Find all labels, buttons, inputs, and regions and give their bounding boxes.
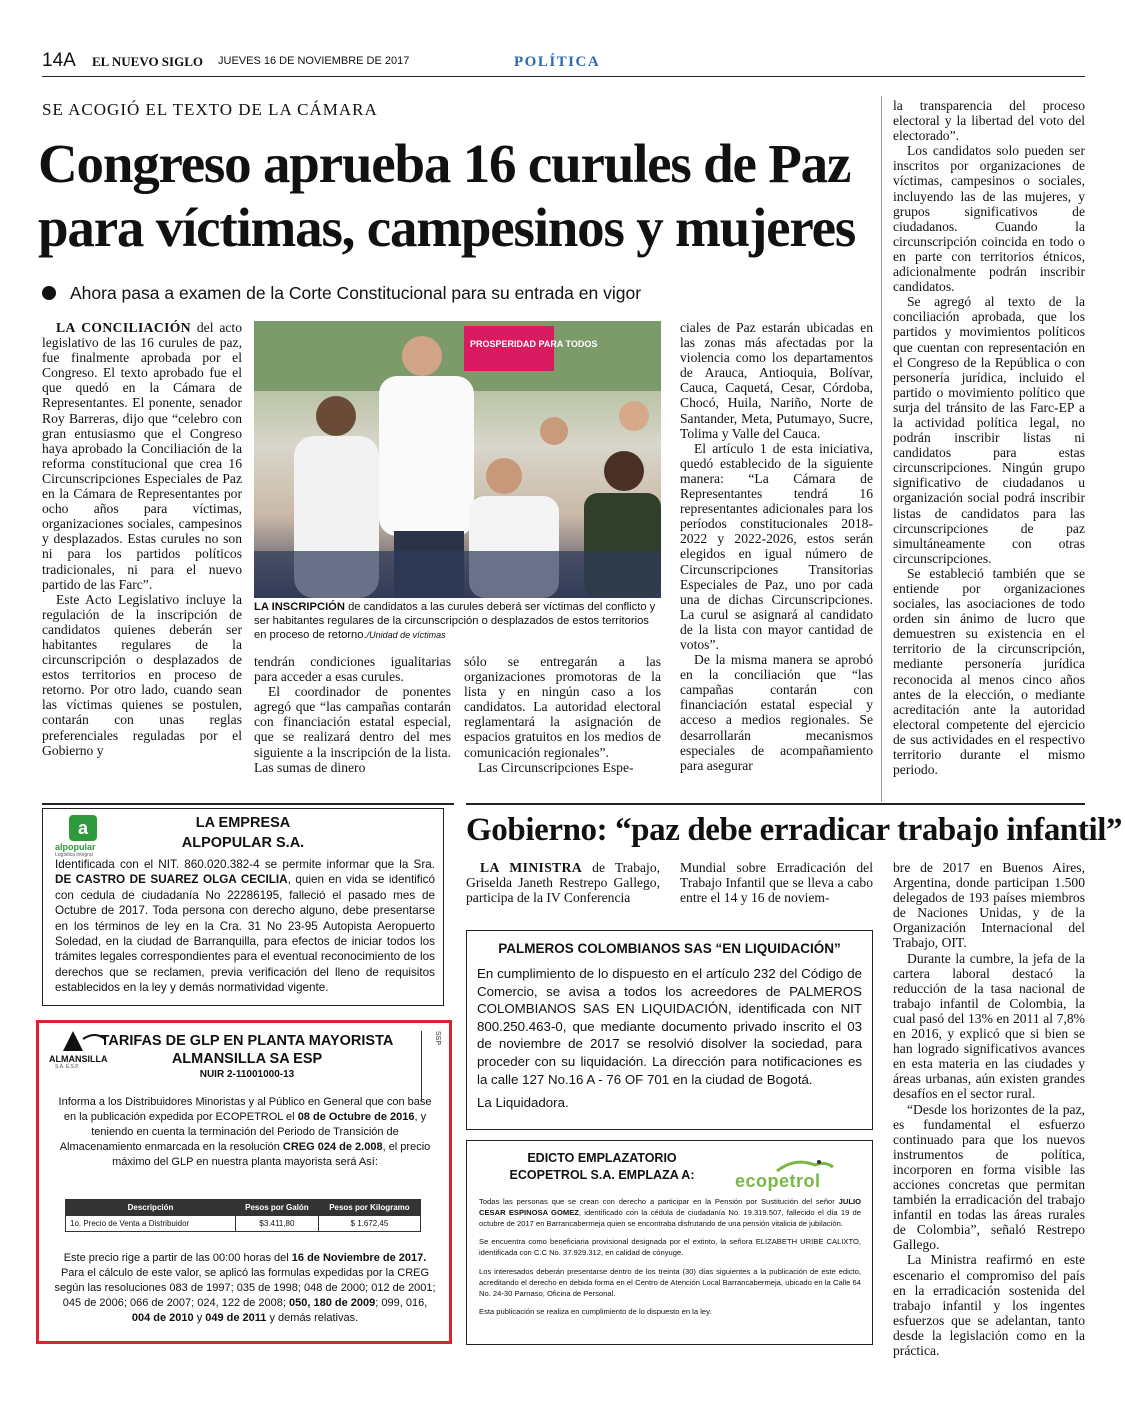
table-header: Descripción [66,1200,236,1216]
ad-title-1: LA EMPRESA [195,815,291,831]
lead-in: LA CONCILIACIÓN [56,320,191,335]
paragraph: ciales de Paz estarán ubicadas en las zonas más afectadas por la violencia como los departamentos de Arauca, Antioquia, Bolívar, Cauca, Caquetá, Cesar, Córdoba, Chocó, Huila, Nariño, Norte de Santander, Meta, Putumayo, Sucre, Tolima y Valle del Cauca. [680,320,873,441]
issue-date: JUEVES 16 DE NOVIEMBRE DE 2017 [218,55,410,67]
ad-body-text: Para el cálculo de este valor, se aplicó las formulas expedidas por la CREG según las resoluciones 083 de 1997; 035 de 1998; 048 de 2000; 012 de 2001; 045 de 2006; 066 de 2007; 024, 122 de 2008; [54,1267,436,1309]
paragraph: Se estableció también que se entiende por organizaciones sociales, las asociaciones de todo orden sin ánimo de lucro que demuestren su existencia en el territorio de la circunscripción, mediante personería jurídica reconocida al menos cinco años antes de la elección, o mediante acreditación ante la autoridad electoral competente del ejercicio de sus actividades en el respectivo territorio durante el mismo periodo. [893,565,1085,778]
paragraph: La Ministra reafirmó en este escenario el compromiso del país en la erradicación sostenida del trabajo infantil y los ingentes esfuerzos que se adelantan, tanto desde la legislación como en la práctica. [893,1252,1085,1358]
paragraph: Se agregó al texto de la conciliación aprobada, que los partidos y movimientos políticos que cuentan con representación en el Congreso de la República o con personería jurídica, incluido el partido o movimiento político que surja del tránsito de las Farc-EP a la actividad política legal, no podrán inscribir listas ni candidatos para estas circunscripciones. Ningún grupo significativo de ciudadanos u organización social podrá inscribir listas de candidatos para las circunscripciones de paz simultáneamente con otras circunscripciones. [893,294,1085,566]
headline-line-1: Congreso aprueba 16 curules de Paz [38,133,851,194]
article-photo [254,321,661,598]
ecopetrol-edict-notice [466,1140,873,1345]
article-kicker: SE ACOGIÓ EL TEXTO DE LA CÁMARA [42,100,378,119]
article-headline [38,132,878,260]
ad-signature: La Liquidadora. [477,1095,569,1111]
masthead-rule [42,76,1085,77]
article-2-headline: Gobierno: “paz debe erradicar trabajo infantil” [466,812,1123,848]
caption-lead: LA INSCRIPCIÓN [254,601,345,613]
paragraph: bre de 2017 en Buenos Aires, Argentina, donde participan 1.500 delegados de 193 países miembros de Naciones Unidas, y de la Organización Internacional del Trabajo, OIT. [893,860,1085,951]
ad-body-text: Este precio rige a partir de las 00:00 horas del [63,1252,289,1264]
ad-body-emph: 050, 180 de 2009 [289,1297,376,1309]
paragraph: la transparencia del proceso electoral y la libertad del voto del electorado”. [893,98,1085,144]
paragraph: De la misma manera se aprobó en la conciliación que “las campañas contarán con financiación estatal especial y acceso a medios regionales. Se desarrollarán mecanismos especiales de acompañamiento para asegurar [680,652,873,773]
article-column-4 [680,320,873,773]
caption-text: de candidatos a las curules deberá ser víctimas del conflicto y ser habitantes regulares de la circunscripción o desplazados de estos territorios en proceso de retorno. [254,601,656,641]
ad-title-1: TARIFAS DE GLP EN PLANTA MAYORISTA [100,1033,394,1049]
ad-body [479,1197,861,1318]
logo-text: ALMANSILLA [49,1054,108,1064]
column-divider [881,96,882,802]
alpopular-logo-icon: a [69,815,97,841]
ad-body-text: Identificada con el NIT. 860.020.382-4 se permite informar que la Sra. [55,858,435,871]
ad-body-text: Todas las personas que se crean con derecho a participar en la Pensión por Sustitución del señor [479,1197,835,1206]
table-row [66,1216,421,1232]
headline-line-2: para víctimas, campesinos y mujeres [38,197,856,258]
logo-text: alpopular [55,842,96,852]
section-rule [42,803,454,805]
section-rule [466,803,1085,805]
paragraph: tendrán condiciones igualitarias para acceder a esas curules. [254,654,451,685]
ad-body-text: ; 099, 016, [375,1297,428,1309]
section-name: POLÍTICA [514,54,601,70]
ad-body-text: y demás relativas. [269,1312,359,1324]
article-2-column-2 [680,860,873,905]
ssp-mark: SSP [421,1031,441,1101]
paragraph: Mundial sobre Erradicación del Trabajo Infantil que se lleva a cabo entre el 14 y 16 de noviem- [680,860,873,906]
photo-scene-icon [254,321,661,598]
ad-body-emph: 049 de 2011 [205,1312,267,1324]
table-header: Pesos por Galón [236,1200,319,1216]
newspaper-name: EL NUEVO SIGLO [92,54,203,69]
ad-body [53,1095,437,1170]
ad-body-text: , quien en vida se identificó con cedula de ciudadanía No 22286195, falleció el pasado mes de Octubre de 2017. Toda persona con derecho alguno, debe presentarse en los términos de ley en la Cra. 31 No 23-95 Autopista Aeropuerto Soledad, en la ciudad de Barranquilla, para efectos de iniciar todos los trámites legales correspondientes para el eventual reconocimiento de los derechos que se reclamen, previa verificación del lleno de requisitos establecidos en la ley y demás normatividad vigente. [55,873,435,995]
table-cell: 1o. Precio de Venta a Distribuidor [66,1216,236,1232]
ad-title-2: ALMANSILLA SA ESP [171,1051,323,1067]
lead-in: LA MINISTRA [480,860,583,875]
paragraph: sólo se entregarán a las organizaciones promotoras de la lista y en ningún caso a los candidatos. La autoridad electoral reglamentará la asignación de espacios gratuitos en los medios de comunicación regionales”. [464,654,661,760]
paragraph [479,1197,861,1229]
paragraph: Los interesados deberán presentarse dentro de los treinta (30) días siguientes a la publicación de este edicto, acreditando el derecho en debida forma en el Centro de Atención Local Barrancabermeja, ubicado en la Calle 64 No. 24-30 Parnaso, Oficina de Personal. [479,1266,861,1298]
table-cell: $3.411,80 [236,1216,319,1232]
article-2-column-1 [466,860,660,905]
ad-title-2: ALPOPULAR S.A. [181,835,305,851]
paragraph: El coordinador de ponentes agregó que “las campañas contarán con financiación estatal especial, que se realizará dentro del mes siguiente a la inscripción de la lista. Las sumas de dinero [254,684,451,775]
masthead [42,50,1085,74]
article-column-2 [254,654,451,775]
ad-body-emph: CREG 024 de 2.008 [282,1141,383,1153]
article-column-5 [893,98,1085,777]
photo-caption [254,600,661,642]
ad-body-text: , y teniendo en cuenta la terminación del Periodo de Transición de Almacenamiento enmarcada en la resolución [59,1111,427,1153]
paragraph: El artículo 1 de esta iniciativa, quedó establecido de la siguiente manera: “La Cámara de Representantes tendrá 16 representantes adicionales para los períodos constitucionales 2018-2022 y 2022-2026, estos serán elegidos en igual número de Circunscripciones Transitorias Especiales de Paz, uno por cada una de dichas Circunscripciones. La curul se asignará al candidato de la lista con mayor cantidad de votos”. [680,440,873,652]
caption-credit: /Unidad de víctimas [366,630,446,640]
ad-body-name: DE CASTRO DE SUAREZ OLGA CECILIA [55,873,288,887]
ad-body [53,1251,437,1326]
article-column-1 [42,320,242,758]
ad-body [477,965,862,1112]
ad-body-text: En cumplimiento de lo dispuesto en el artículo 232 del Código de Comercio, se avisa a todos los acreedores de PALMEROS COLOMBIANOS SAS EN LIQUIDACIÓN, identificada con NIT 800.250.463-0, que mediante documento privado inscrito el 03 de noviembre de 2017 se resolvió disolver la sociedad, para proceder con su liquidación. La dirección para notificaciones es la calle 127 No.16 A - 76 OF 701 en la ciudad de Bogotá. [477,966,862,1087]
deck-text: Ahora pasa a examen de la Corte Constitucional para su entrada en vigor [70,283,642,303]
ad-body-text: , el precio máximo del GLP en nuestra planta mayorista será Así: [112,1141,431,1168]
logo-subtext: Logística integral [55,852,93,858]
ad-body-text: , identificado con la cédula de ciudadanía No. 19.319.507, fallecido el día 19 de octubre de 2017 en Barrancabermeja quien se encontraba disfrutando de una pensión vitalicia de jubilación. [479,1207,862,1228]
paragraph: Se encuentra como beneficiaria provisional designada por el extinto, la señora ELIZABETH URIBE CALIXTO, identificada con C.C No. 37.929.312, en calidad de cónyuge. [479,1237,861,1258]
ad-title: PALMEROS COLOMBIANOS SAS “EN LIQUIDACIÓN” [498,941,841,956]
photo-banner-text: PROSPERIDAD PARA TODOS [470,339,598,349]
logo-subtext: S.A. E.S.P. [55,1064,80,1070]
page-number: 14A [42,50,76,71]
ad-body-name: JULIO CESAR ESPINOSA GOMEZ [479,1197,861,1217]
ad-title-2: ECOPETROL S.A. EMPLAZA A: [509,1168,695,1182]
paragraph: “Desde los horizontes de la paz, es fundamental el esfuerzo continuado para que los nuevos instrumentos de política, incorporen en forma visible las acciones concretas que permitan también la erradicación del trabajo infantil en todas las áreas rurales de Colombia”, señaló Restrepo Gallego. [893,1101,1085,1253]
ad-body-emph: 08 de Octubre de 2016 [297,1111,415,1123]
ad-nuir: NUIR 2-11001000-13 [199,1069,295,1080]
paragraph: del acto legislativo de las 16 curules de paz, fue finalmente aprobada por el Congreso. El texto aprobado fue el que quedó en la Cámara de Representantes. El ponente, senador Roy Barreras, dijo que “celebro con gran entusiasmo que el Congreso haya aprobado la Conciliación de la reforma constitucional que crea 16 Circunscripciones Especiales de Paz en la Cámara de Representantes por ocho años para víctimas, organizaciones sociales, campesinos y desplazados. Estas curules no son ni para los partidos políticos tradicionales, ni para el nuevo partido de las Farc”. [42,320,242,592]
ad-title-1: EDICTO EMPLAZATORIO [527,1151,677,1165]
paragraph: Durante la cumbre, la jefa de la cartera laboral destacó la reducción de la tasa nacional de trabajo infantil de Colombia, la cual pasó del 13% en 2011 al 7,8% en 2016, y explicó que si bien se han logrado significativos avances en esta materia en las ciudades y áreas urbanas, aún existen grandes desafíos en el sector rural. [893,950,1085,1102]
palmeros-liquidation-notice [466,930,873,1130]
almansilla-tariff-notice [36,1020,452,1344]
ad-body-text: Informa a los Distribuidores Minoristas y al Público en General que con base en la publicación expedida por ECOPETROL el [58,1096,432,1123]
paragraph: Esta publicación se realiza en cumplimiento de lo dispuesto en la ley. [479,1307,712,1317]
ad-body-emph: 004 de 2010 [131,1312,194,1324]
paragraph: Las Circunscripciones Espe- [478,759,634,775]
ad-body-text: y [196,1312,203,1324]
table-header: Pesos por Kilogramo [318,1200,420,1216]
ecopetrol-logo [735,1153,863,1189]
article-2-column-3 [893,860,1085,1358]
ad-body [55,857,435,996]
paragraph: de Trabajo, Griselda Janeth Restrepo Gallego, participa de la IV Conferencia [466,860,661,906]
logo-text: ecopetrol [735,1171,821,1191]
paragraph: Los candidatos solo pueden ser inscritos por organizaciones de víctimas, campesinos o sociales, incluyendo las de las mujeres, y grupos significativos de ciudadanos. Cuando la circunscripción coincida en todo o en parte con territorios étnicos, adicionalmente podrán inscribir candidatos. [893,143,1085,295]
bullet-icon [42,286,56,300]
article-deck [42,283,641,304]
table-cell: $ 1.672,45 [318,1216,420,1232]
paragraph: Este Acto Legislativo incluye la regulación de la inscripción de candidatos quienes deberán ser habitantes regulares de la circunscripción o desplazados de estos territorios en proceso de retorno. Por otro lado, cuando sean las víctimas quienes se postulen, contarán con unas reglas preferenciales reguladas por el Gobierno y [42,591,242,758]
tariff-table [65,1199,421,1232]
alpopular-notice [42,808,444,1006]
article-column-3 [464,654,661,775]
ad-body-emph: 16 de Noviembre de 2017. [291,1252,427,1264]
